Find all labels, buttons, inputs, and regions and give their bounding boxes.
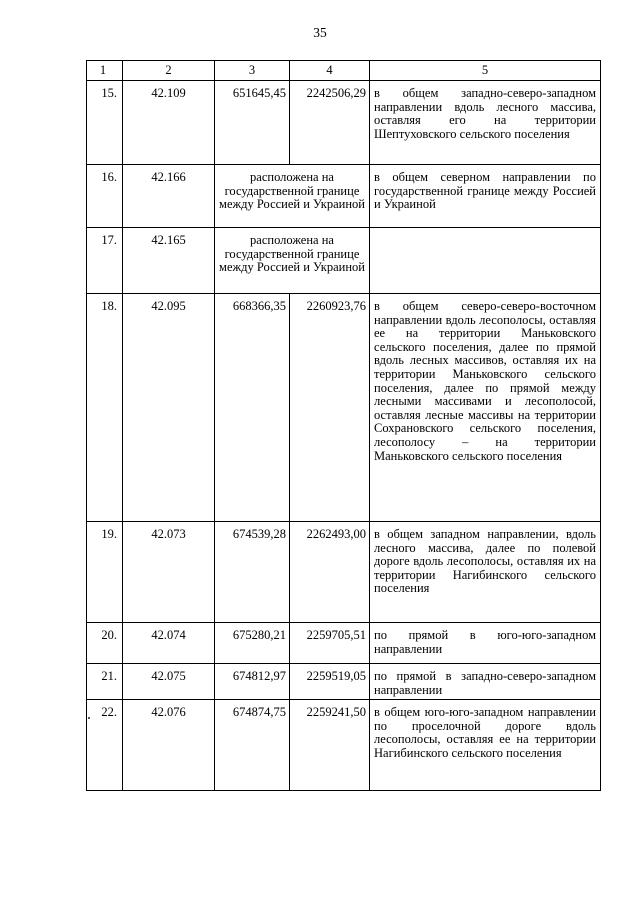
y-coordinate: 2259705,51 (290, 623, 370, 664)
x-coordinate: 651645,45 (215, 81, 290, 165)
column-header: 4 (290, 61, 370, 81)
boundary-description: в общем западно-северо-западном направлении вдоль лесного массива, оставляя его на территории Шептуховского сельского поселения (370, 81, 601, 165)
boundary-description: в общем северном направлении по государственной границе между Россией и Украиной (370, 165, 601, 228)
point-id: 42.166 (123, 165, 215, 228)
table-row (87, 664, 601, 700)
x-coordinate: 674874,75 (215, 700, 290, 791)
point-id: 42.074 (123, 623, 215, 664)
table-row (87, 294, 601, 522)
table-row (87, 700, 601, 791)
y-coordinate: 2242506,29 (290, 81, 370, 165)
boundary-description: по прямой в западно-северо-западном направлении (370, 664, 601, 700)
row-number: 18. (87, 294, 123, 522)
y-coordinate: 2262493,00 (290, 522, 370, 623)
x-coordinate: 675280,21 (215, 623, 290, 664)
table-row (87, 522, 601, 623)
row-number: 20. (87, 623, 123, 664)
point-id: 42.075 (123, 664, 215, 700)
margin-dot (88, 717, 90, 719)
boundary-description (370, 228, 601, 294)
point-id: 42.076 (123, 700, 215, 791)
boundary-description: по прямой в юго-юго-западном направлении (370, 623, 601, 664)
row-number: 19. (87, 522, 123, 623)
column-header: 1 (87, 61, 123, 81)
row-number: 15. (87, 81, 123, 165)
y-coordinate: 2259241,50 (290, 700, 370, 791)
row-number: 21. (87, 664, 123, 700)
column-header: 5 (370, 61, 601, 81)
row-number: 22. (87, 700, 123, 791)
boundary-description: в общем юго-юго-западном направлении по проселочной дороге вдоль лесополосы, оставляя ее на территории Нагибинского сельского поселения (370, 700, 601, 791)
boundary-description: в общем северо-северо-восточном направлении вдоль лесополосы, оставляя ее на территории Маньковского сельского поселения, далее по прямой вдоль лесных массивов, оставляя их на территории Маньковского сельского поселения, далее по прямой между лесными массивами и лесополосой, оставляя лесные массивы на территории Сохрановского сельского поселения, лесополосу – на территории Маньковского сельского поселения (370, 294, 601, 522)
row-number: 17. (87, 228, 123, 294)
y-coordinate: 2259519,05 (290, 664, 370, 700)
x-coordinate: 674812,97 (215, 664, 290, 700)
x-coordinate: 668366,35 (215, 294, 290, 522)
point-id: 42.109 (123, 81, 215, 165)
table-row (87, 165, 601, 228)
table-row (87, 228, 601, 294)
page-number: 35 (313, 25, 327, 40)
border-location-note: расположена на государственной границе между Россией и Украиной (215, 165, 370, 228)
point-id: 42.095 (123, 294, 215, 522)
y-coordinate: 2260923,76 (290, 294, 370, 522)
boundary-points-table (86, 60, 601, 791)
table-row (87, 81, 601, 165)
column-header: 2 (123, 61, 215, 81)
table-header-row (87, 61, 601, 81)
row-number: 16. (87, 165, 123, 228)
boundary-description: в общем западном направлении, вдоль лесного массива, далее по полевой дороге вдоль лесополосы, оставляя их на территории Нагибинского сельского поселения (370, 522, 601, 623)
border-location-note: расположена на государственной границе между Россией и Украиной (215, 228, 370, 294)
point-id: 42.073 (123, 522, 215, 623)
x-coordinate: 674539,28 (215, 522, 290, 623)
point-id: 42.165 (123, 228, 215, 294)
column-header: 3 (215, 61, 290, 81)
table-row (87, 623, 601, 664)
